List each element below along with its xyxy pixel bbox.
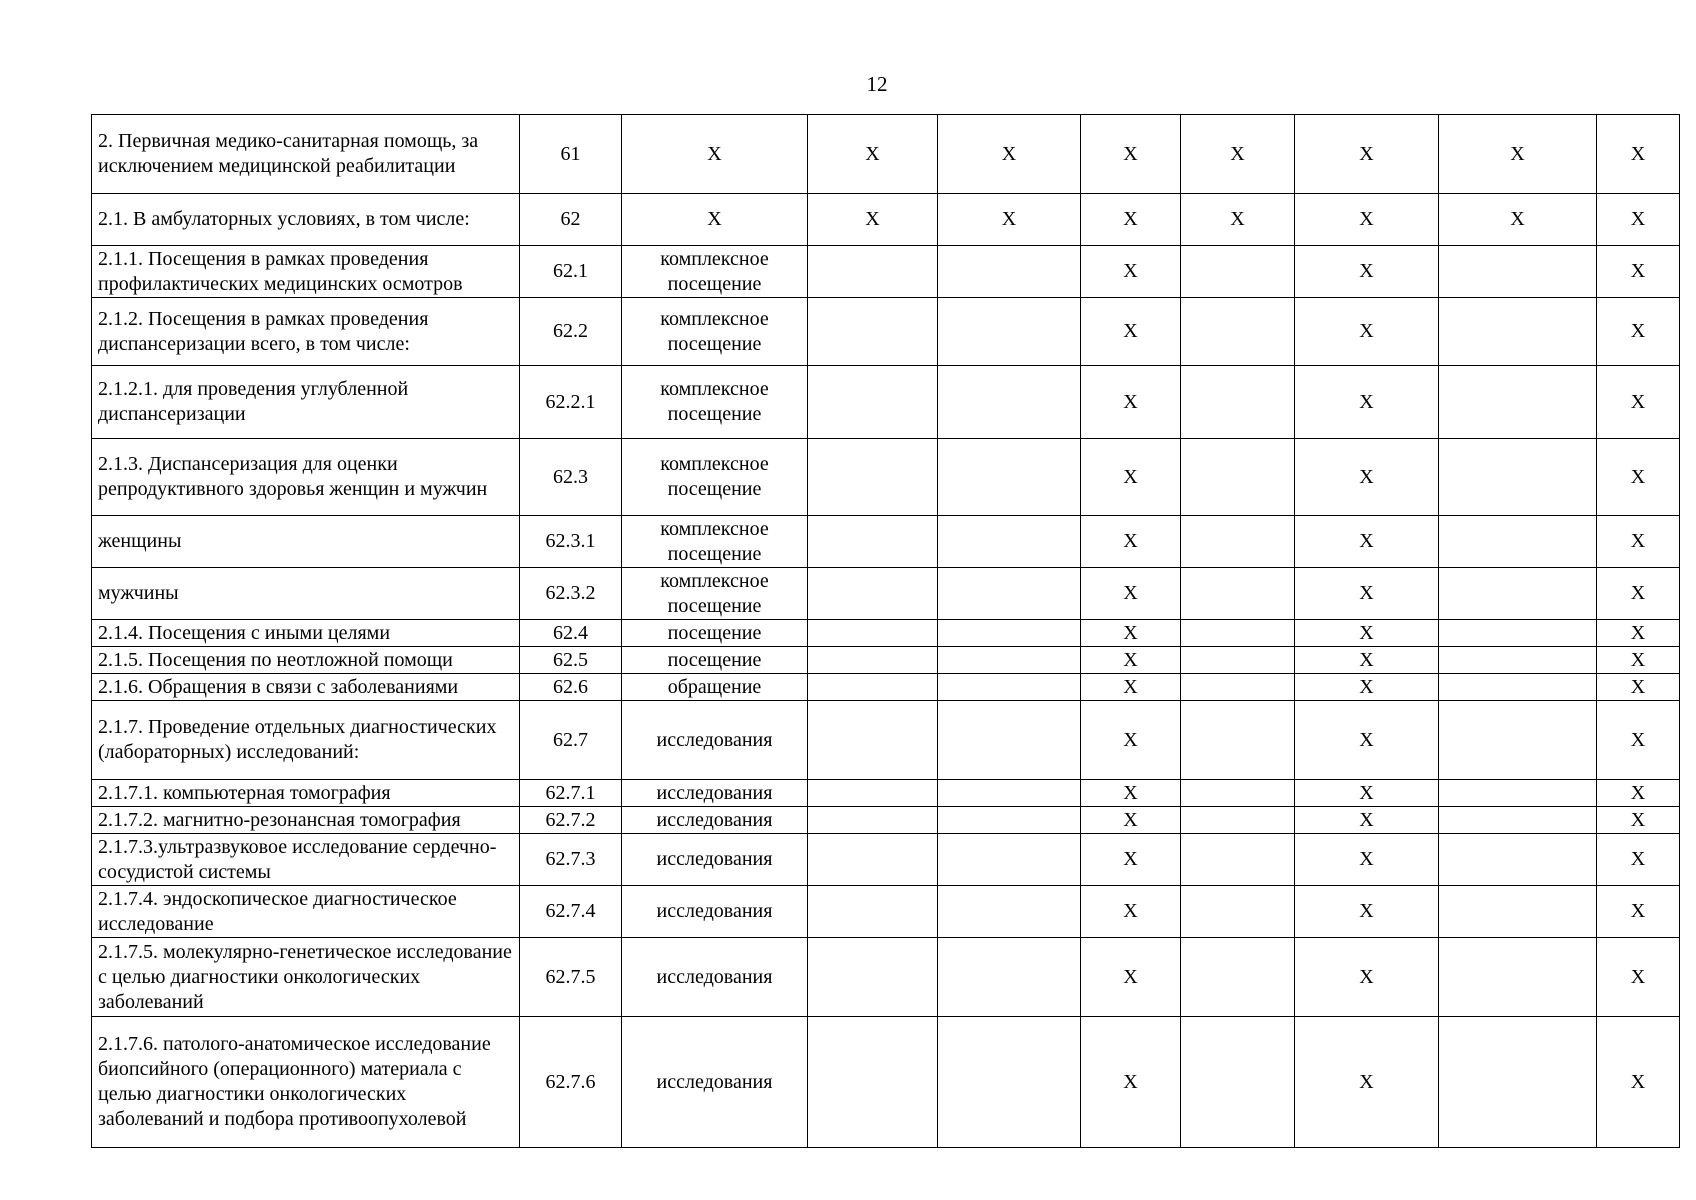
row-value-cell: X [1597,807,1680,834]
row-value-cell [938,298,1081,366]
row-value-cell: X [1081,439,1181,516]
row-name-cell: женщины [92,516,520,568]
row-value-cell: X [1597,568,1680,620]
row-value-cell: X [1081,1017,1181,1148]
row-value-cell: X [808,115,938,194]
row-value-cell [1439,834,1597,886]
row-value-cell [1439,439,1597,516]
row-value-cell [808,938,938,1017]
row-value-cell [808,439,938,516]
row-value-cell [1181,807,1295,834]
row-value-cell [808,298,938,366]
row-name-cell: 2.1.7. Проведение отдельных диагностических (лабораторных) исследований: [92,701,520,780]
row-unit-cell: X [622,194,808,246]
row-value-cell [938,780,1081,807]
row-name-cell: 2. Первичная медико-санитарная помощь, за исключением медицинской реабилитации [92,115,520,194]
row-value-cell [938,886,1081,938]
row-code-cell: 62.7.6 [520,1017,622,1148]
row-value-cell: X [1597,834,1680,886]
row-value-cell [808,886,938,938]
row-value-cell [1181,886,1295,938]
table-row [92,674,1680,701]
table-row [92,246,1680,298]
row-value-cell [1439,246,1597,298]
row-unit-cell: посещение [622,647,808,674]
row-value-cell [1439,938,1597,1017]
row-value-cell [1181,298,1295,366]
row-unit-cell: исследования [622,938,808,1017]
row-value-cell [938,620,1081,647]
row-value-cell: X [1295,886,1439,938]
row-value-cell: X [1181,194,1295,246]
row-value-cell: X [1295,834,1439,886]
row-unit-cell: комплексное посещение [622,439,808,516]
row-value-cell: X [1295,115,1439,194]
row-value-cell [1181,647,1295,674]
row-value-cell: X [1081,366,1181,439]
row-value-cell [938,938,1081,1017]
row-value-cell: X [1295,298,1439,366]
row-value-cell [1181,674,1295,701]
row-value-cell: X [1081,516,1181,568]
row-value-cell [1181,780,1295,807]
row-value-cell: X [1081,780,1181,807]
row-value-cell [1439,568,1597,620]
row-code-cell: 62.7.4 [520,886,622,938]
table-row [92,620,1680,647]
row-value-cell [808,516,938,568]
row-value-cell: X [1597,886,1680,938]
row-value-cell [1181,938,1295,1017]
row-value-cell: X [1081,807,1181,834]
row-name-cell: 2.1.7.6. патолого-анатомическое исследование биопсийного (операционного) материала с целью диагностики онкологических заболеваний и подбора противоопухолевой [92,1017,520,1148]
row-code-cell: 62.4 [520,620,622,647]
row-value-cell: X [1597,246,1680,298]
row-value-cell: X [1081,568,1181,620]
row-value-cell: X [1295,647,1439,674]
row-value-cell [808,1017,938,1148]
row-value-cell: X [1295,516,1439,568]
row-value-cell: X [938,194,1081,246]
row-value-cell: X [1295,194,1439,246]
row-value-cell [1439,674,1597,701]
row-value-cell: X [1597,780,1680,807]
row-value-cell: X [1597,194,1680,246]
row-value-cell [1181,246,1295,298]
row-value-cell: X [1081,886,1181,938]
table-body [92,115,1680,1148]
row-value-cell [1439,647,1597,674]
row-value-cell: X [1597,620,1680,647]
row-code-cell: 62.7.5 [520,938,622,1017]
row-value-cell [1439,516,1597,568]
row-code-cell: 62.5 [520,647,622,674]
row-code-cell: 62.3.1 [520,516,622,568]
row-value-cell [1181,1017,1295,1148]
row-value-cell: X [1439,115,1597,194]
row-value-cell [1439,780,1597,807]
row-value-cell: X [1597,674,1680,701]
row-value-cell: X [1597,298,1680,366]
row-value-cell [808,807,938,834]
row-value-cell [1181,366,1295,439]
row-value-cell [938,439,1081,516]
row-code-cell: 61 [520,115,622,194]
row-value-cell [938,516,1081,568]
row-code-cell: 62.7.2 [520,807,622,834]
row-value-cell [808,366,938,439]
row-value-cell [808,780,938,807]
row-name-cell: 2.1.7.2. магнитно-резонансная томография [92,807,520,834]
row-value-cell: X [1081,701,1181,780]
row-unit-cell: обращение [622,674,808,701]
row-value-cell: X [808,194,938,246]
page-number: 12 [866,72,888,96]
document-table [91,114,1680,1148]
row-value-cell [808,246,938,298]
row-value-cell [1181,568,1295,620]
row-name-cell: 2.1.7.5. молекулярно-генетическое исследование с целью диагностики онкологических заболеваний [92,938,520,1017]
row-value-cell: X [1295,620,1439,647]
row-value-cell [1181,701,1295,780]
row-value-cell: X [1081,620,1181,647]
row-value-cell [938,246,1081,298]
row-name-cell: 2.1.3. Диспансеризация для оценки репродуктивного здоровья женщин и мужчин [92,439,520,516]
table-row [92,439,1680,516]
row-value-cell: X [1081,647,1181,674]
row-value-cell [1439,886,1597,938]
row-value-cell: X [1597,366,1680,439]
row-code-cell: 62.3.2 [520,568,622,620]
row-value-cell [1439,298,1597,366]
row-name-cell: 2.1. В амбулаторных условиях, в том числе: [92,194,520,246]
row-value-cell [938,366,1081,439]
row-value-cell [1439,1017,1597,1148]
row-code-cell: 62.2.1 [520,366,622,439]
row-value-cell [938,568,1081,620]
row-unit-cell: комплексное посещение [622,366,808,439]
row-code-cell: 62.7.1 [520,780,622,807]
row-code-cell: 62.3 [520,439,622,516]
row-unit-cell: комплексное посещение [622,298,808,366]
row-value-cell [938,647,1081,674]
row-unit-cell: комплексное посещение [622,568,808,620]
row-value-cell [938,674,1081,701]
row-unit-cell: посещение [622,620,808,647]
table-row [92,807,1680,834]
row-value-cell [808,568,938,620]
row-code-cell: 62.7.3 [520,834,622,886]
row-name-cell: 2.1.6. Обращения в связи с заболеваниями [92,674,520,701]
row-value-cell: X [1295,780,1439,807]
row-unit-cell: исследования [622,807,808,834]
row-unit-cell: исследования [622,701,808,780]
row-value-cell: X [1439,194,1597,246]
row-value-cell: X [1295,246,1439,298]
row-code-cell: 62 [520,194,622,246]
row-value-cell [938,701,1081,780]
table-row [92,780,1680,807]
row-value-cell: X [1597,701,1680,780]
table-row [92,1017,1680,1148]
row-value-cell [1439,366,1597,439]
table-row [92,647,1680,674]
row-value-cell: X [1081,246,1181,298]
row-value-cell: X [1597,1017,1680,1148]
row-value-cell [808,834,938,886]
row-value-cell [1439,701,1597,780]
table-row [92,298,1680,366]
row-value-cell: X [1295,701,1439,780]
row-value-cell [1181,620,1295,647]
row-value-cell: X [1295,674,1439,701]
row-code-cell: 62.1 [520,246,622,298]
row-value-cell [808,620,938,647]
row-value-cell [1181,516,1295,568]
table-row [92,366,1680,439]
row-unit-cell: исследования [622,1017,808,1148]
table-row [92,194,1680,246]
row-name-cell: 2.1.4. Посещения с иными целями [92,620,520,647]
row-value-cell: X [1597,647,1680,674]
table-row [92,568,1680,620]
row-value-cell [1439,620,1597,647]
row-value-cell: X [1181,115,1295,194]
row-value-cell [1181,439,1295,516]
row-value-cell: X [1081,115,1181,194]
row-name-cell: 2.1.7.1. компьютерная томография [92,780,520,807]
row-unit-cell: исследования [622,780,808,807]
table-row [92,834,1680,886]
row-value-cell [808,674,938,701]
row-value-cell: X [1295,439,1439,516]
table-row [92,886,1680,938]
row-name-cell: 2.1.1. Посещения в рамках проведения профилактических медицинских осмотров [92,246,520,298]
row-value-cell: X [1295,366,1439,439]
row-value-cell: X [1597,439,1680,516]
table-row [92,938,1680,1017]
row-value-cell [1181,834,1295,886]
row-unit-cell: X [622,115,808,194]
row-unit-cell: исследования [622,834,808,886]
row-code-cell: 62.7 [520,701,622,780]
row-value-cell: X [1081,298,1181,366]
row-name-cell: 2.1.5. Посещения по неотложной помощи [92,647,520,674]
table-row [92,516,1680,568]
row-unit-cell: комплексное посещение [622,246,808,298]
row-value-cell: X [1081,194,1181,246]
row-value-cell: X [1295,807,1439,834]
row-value-cell [808,647,938,674]
row-value-cell: X [1295,568,1439,620]
row-value-cell [808,701,938,780]
row-value-cell [938,807,1081,834]
row-value-cell: X [1081,834,1181,886]
row-value-cell: X [938,115,1081,194]
row-value-cell: X [1295,1017,1439,1148]
row-unit-cell: исследования [622,886,808,938]
row-value-cell [938,1017,1081,1148]
table-row [92,115,1680,194]
row-name-cell: 2.1.2. Посещения в рамках проведения диспансеризации всего, в том числе: [92,298,520,366]
row-value-cell: X [1081,938,1181,1017]
row-value-cell: X [1597,516,1680,568]
row-unit-cell: комплексное посещение [622,516,808,568]
row-value-cell: X [1295,938,1439,1017]
row-name-cell: 2.1.7.3.ультразвуковое исследование сердечно-сосудистой системы [92,834,520,886]
row-value-cell [1439,807,1597,834]
row-value-cell: X [1081,674,1181,701]
row-name-cell: 2.1.2.1. для проведения углубленной диспансеризации [92,366,520,439]
row-code-cell: 62.6 [520,674,622,701]
row-code-cell: 62.2 [520,298,622,366]
row-value-cell [938,834,1081,886]
row-name-cell: 2.1.7.4. эндоскопическое диагностическое исследование [92,886,520,938]
table-row [92,701,1680,780]
row-value-cell: X [1597,938,1680,1017]
row-name-cell: мужчины [92,568,520,620]
row-value-cell: X [1597,115,1680,194]
